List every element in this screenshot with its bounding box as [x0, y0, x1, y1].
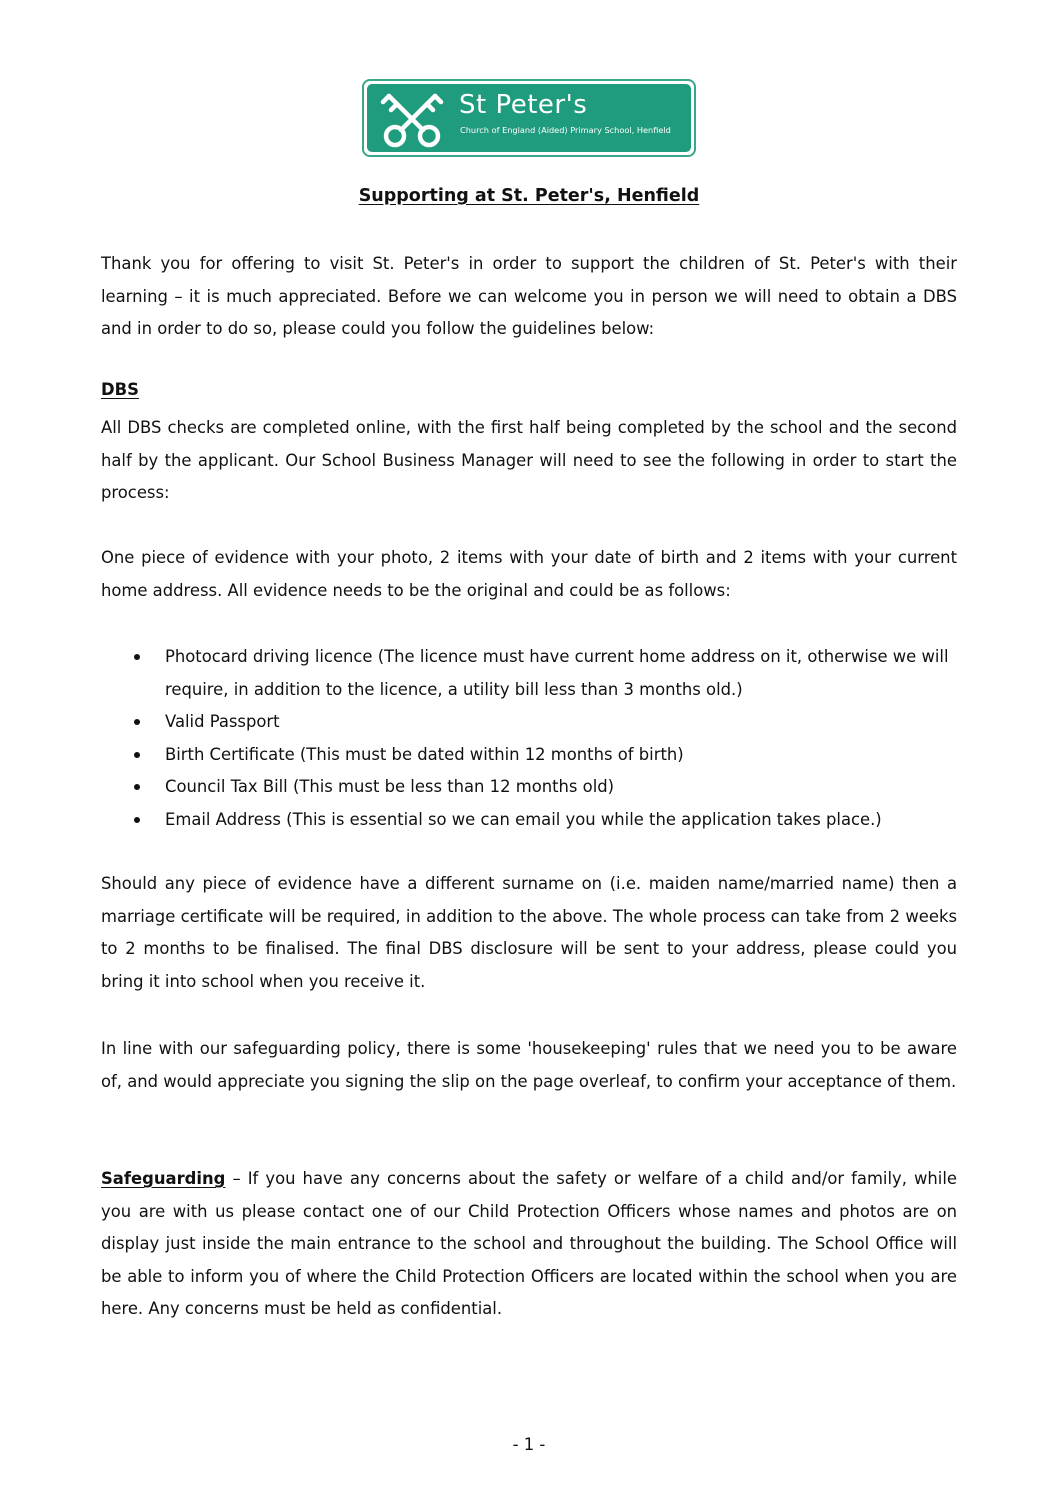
list-item — [101, 804, 957, 837]
page-title: Supporting at St. Peter's, Henfield — [358, 186, 700, 206]
list-item-text: Photocard driving licence (The licence must have current home address on it, otherwise we will require, in addition to the licence, a utility bill less than 3 months old.) — [165, 647, 949, 699]
list-item — [101, 641, 957, 706]
safeguarding-text: – If you have any concerns about the safety or welfare of a child and/or family, while you are with us please contact one of our Child Protection Officers whose names and photos are on display just inside the main entrance to the school and throughout the building. The School Office will be able to inform you of where the Child Protection Officers are located within the school when you are here. Any concerns must be held as confidential. — [101, 1169, 957, 1319]
bullet-icon — [134, 817, 140, 823]
housekeeping-paragraph: In line with our safeguarding policy, there is some 'housekeeping' rules that we need you to be aware of, and would appreciate you signing the slip on the page overleaf, to confirm your acceptance of them. — [101, 1039, 957, 1091]
safeguarding-paragraph — [101, 1163, 957, 1326]
safeguarding-heading: Safeguarding — [101, 1169, 226, 1188]
dbs-paragraph: All DBS checks are completed online, with the first half being completed by the school and the second half by the applicant. Our School Business Manager will need to see the following in order to start the process: — [101, 418, 957, 503]
list-item-text: Birth Certificate (This must be dated within 12 months of birth) — [165, 744, 684, 764]
bullet-icon — [134, 784, 140, 790]
evidence-intro-paragraph: One piece of evidence with your photo, 2 items with your date of birth and 2 items with your current home address. All evidence needs to be the original and could be as follows: — [101, 548, 957, 600]
dbs-heading: DBS — [101, 380, 139, 399]
intro-paragraph: Thank you for offering to visit St. Peter's in order to support the children of St. Peter's with their learning – it is much appreciated. Before we can welcome you in person we will need to obtain a DBS and in order to do so, please could you follow the guidelines below: — [101, 254, 957, 339]
bullet-icon — [134, 752, 140, 758]
logo-school-name: St Peter's — [459, 90, 588, 120]
list-item-text: Council Tax Bill (This must be less than 12 months old) — [165, 777, 615, 797]
list-item — [101, 739, 957, 772]
surname-paragraph: Should any piece of evidence have a different surname on (i.e. maiden name/married name) then a marriage certificate will be required, in addition to the above. The whole process can take from 2 weeks to 2 months to be finalised. The final DBS disclosure will be sent to your address, please could you bring it into school when you receive it. — [101, 874, 957, 991]
list-item-text: Email Address (This is essential so we can email you while the application takes place.) — [165, 809, 882, 829]
evidence-list — [101, 641, 957, 837]
list-item — [101, 706, 957, 739]
logo-school-subtitle: Church of England (Aided) Primary School, Henfield — [460, 125, 671, 135]
list-item — [101, 771, 957, 804]
crossed-keys-icon — [375, 90, 449, 150]
logo-badge — [367, 84, 691, 152]
page-number: - 1 - — [512, 1435, 546, 1454]
bullet-icon — [134, 654, 140, 660]
list-item-text: Valid Passport — [165, 712, 280, 732]
bullet-icon — [134, 719, 140, 725]
school-logo — [362, 79, 696, 157]
